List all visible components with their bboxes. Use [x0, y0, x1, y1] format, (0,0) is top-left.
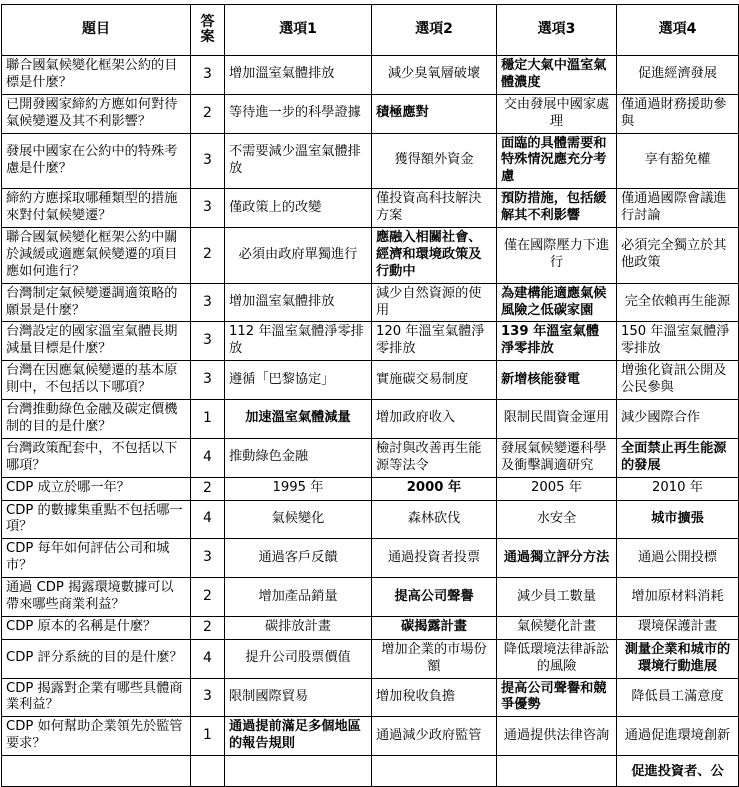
option-1-cell: 提升公司股票價值 [225, 639, 372, 678]
question-cell: 台灣政策配套中，不包括以下哪項？ [2, 438, 191, 477]
question-cell: 台灣推動綠色金融及碳定價機制的目的是什麼？ [2, 400, 191, 439]
option-2-cell: 減少自然資源的使用 [372, 283, 497, 322]
option-3-cell: 139 年溫室氣體淨零排放 [497, 322, 617, 361]
option-3-cell: 水安全 [497, 500, 617, 539]
question-cell: 已開發國家締約方應如何對待氣候變遷及其不利影響？ [2, 94, 191, 133]
option-2-cell: 減少臭氧層破壞 [372, 56, 497, 95]
option-3-cell: 減少員工數量 [497, 578, 617, 617]
option-1-cell: 1995 年 [225, 477, 372, 500]
option-4-cell: 完全依賴再生能源 [617, 283, 739, 322]
answer-cell: 3 [191, 678, 225, 717]
table-row [2, 678, 739, 717]
answer-cell: 2 [191, 94, 225, 133]
quiz-table-container [0, 4, 739, 787]
question-cell: CDP 的數據集重點不包括哪一項？ [2, 500, 191, 539]
option-2-cell: 僅投資高科技解決方案 [372, 189, 497, 228]
truncated-text: 促進投資者、公 [631, 764, 724, 779]
option-2-cell: 增加稅收負擔 [372, 678, 497, 717]
table-row [2, 189, 739, 228]
option-4-cell: 城市擴張 [617, 500, 739, 539]
option-3-cell: 面臨的具體需要和特殊情況應充分考慮 [497, 133, 617, 189]
table-row [2, 56, 739, 95]
option-1-cell: 氣候變化 [225, 500, 372, 539]
question-cell: CDP 評分系統的目的是什麼？ [2, 639, 191, 678]
option-4-cell: 促進經濟發展 [617, 56, 739, 95]
option-3-cell: 預防措施，包括緩解其不利影響 [497, 189, 617, 228]
table-row [2, 477, 739, 500]
option-4-cell: 環境保護計畫 [617, 616, 739, 639]
table-row [2, 133, 739, 189]
option-2-cell [372, 756, 497, 787]
question-cell [2, 756, 191, 787]
option-1-cell: 推動綠色金融 [225, 438, 372, 477]
option-2-cell: 增加政府收入 [372, 400, 497, 439]
table-row [2, 400, 739, 439]
option-1-cell: 通過客戶反饋 [225, 539, 372, 578]
answer-cell: 4 [191, 438, 225, 477]
question-cell: 發展中國家在公約中的特殊考慮是什麼？ [2, 133, 191, 189]
option-4-cell: 通過促進環境創新 [617, 717, 739, 756]
option-2-cell: 應融入相關社會、經濟和環境政策及行動中 [372, 228, 497, 284]
option-4-cell: 測量企業和城市的環境行動進展 [617, 639, 739, 678]
option-4-cell: 僅通過國際會議進行討論 [617, 189, 739, 228]
question-cell: 通過 CDP 揭露環境數據可以帶來哪些商業利益？ [2, 578, 191, 617]
option-4-cell: 享有豁免權 [617, 133, 739, 189]
option-3-cell: 發展氣候變遷科學及衝擊調適研究 [497, 438, 617, 477]
table-row [2, 756, 739, 787]
option-3-cell: 交由發展中國家處理 [497, 94, 617, 133]
option-3-cell: 2005 年 [497, 477, 617, 500]
table-row [2, 228, 739, 284]
table-row [2, 322, 739, 361]
table-row [2, 717, 739, 756]
option-3-cell: 通過提供法律咨詢 [497, 717, 617, 756]
table-row [2, 361, 739, 400]
option-2-cell: 碳揭露計畫 [372, 616, 497, 639]
option-2-cell: 積極應對 [372, 94, 497, 133]
answer-cell: 3 [191, 322, 225, 361]
question-cell: 聯合國氣候變化框架公約的目標是什麼？ [2, 56, 191, 95]
answer-cell: 4 [191, 500, 225, 539]
option-1-cell: 限制國際貿易 [225, 678, 372, 717]
option-2-cell: 實施碳交易制度 [372, 361, 497, 400]
question-cell: CDP 成立於哪一年？ [2, 477, 191, 500]
table-header [2, 5, 739, 56]
table-row [2, 616, 739, 639]
answer-cell: 3 [191, 189, 225, 228]
option-4-cell: 150 年溫室氣體淨零排放 [617, 322, 739, 361]
option-1-cell: 通過提前滿足多個地區的報告規則 [225, 717, 372, 756]
column-header-question: 題目 [2, 5, 191, 56]
option-2-cell: 增加企業的市場份額 [372, 639, 497, 678]
option-1-cell: 增加溫室氣體排放 [225, 283, 372, 322]
question-cell: 台灣設定的國家溫室氣體長期減量目標是什麼？ [2, 322, 191, 361]
quiz-table [1, 4, 739, 787]
table-row [2, 578, 739, 617]
table-body [2, 56, 739, 787]
option-2-cell: 2000 年 [372, 477, 497, 500]
option-1-cell: 等待進一步的科學證據 [225, 94, 372, 133]
answer-cell: 2 [191, 477, 225, 500]
option-4-cell: 僅通過財務援助參與 [617, 94, 739, 133]
option-3-cell: 降低環境法律訴訟的風險 [497, 639, 617, 678]
question-cell: CDP 原本的名稱是什麼？ [2, 616, 191, 639]
option-1-cell: 必須由政府單獨進行 [225, 228, 372, 284]
option-3-cell: 為建構能適應氣候風險之低碳家園 [497, 283, 617, 322]
question-cell: CDP 揭露對企業有哪些具體商業利益？ [2, 678, 191, 717]
option-2-cell: 通過減少政府監管 [372, 717, 497, 756]
question-cell: CDP 如何幫助企業領先於監管要求？ [2, 717, 191, 756]
column-header-option-1: 選項1 [225, 5, 372, 56]
option-1-cell: 112 年溫室氣體淨零排放 [225, 322, 372, 361]
answer-cell: 3 [191, 283, 225, 322]
option-1-cell: 碳排放計畫 [225, 616, 372, 639]
option-4-cell: 減少國際合作 [617, 400, 739, 439]
option-1-cell: 遵循「巴黎協定」 [225, 361, 372, 400]
option-4-cell: 通過公開投標 [617, 539, 739, 578]
option-3-cell: 通過獨立評分方法 [497, 539, 617, 578]
table-row [2, 438, 739, 477]
column-header-answer: 答案 [191, 5, 225, 56]
option-4-cell [617, 756, 739, 787]
question-cell: CDP 每年如何評估公司和城市？ [2, 539, 191, 578]
table-row [2, 94, 739, 133]
table-row [2, 539, 739, 578]
answer-cell: 1 [191, 400, 225, 439]
column-header-option-2: 選項2 [372, 5, 497, 56]
option-2-cell: 通過投資者投票 [372, 539, 497, 578]
question-cell: 台灣在因應氣候變遷的基本原則中，不包括以下哪項？ [2, 361, 191, 400]
option-1-cell: 增加產品銷量 [225, 578, 372, 617]
option-1-cell: 不需要減少溫室氣體排放 [225, 133, 372, 189]
table-row [2, 283, 739, 322]
option-3-cell: 穩定大氣中溫室氣體濃度 [497, 56, 617, 95]
answer-cell: 1 [191, 717, 225, 756]
option-1-cell [225, 756, 372, 787]
answer-cell: 3 [191, 56, 225, 95]
answer-cell: 2 [191, 578, 225, 617]
column-header-option-3: 選項3 [497, 5, 617, 56]
answer-cell: 3 [191, 361, 225, 400]
answer-cell [191, 756, 225, 787]
option-1-cell: 增加溫室氣體排放 [225, 56, 372, 95]
question-cell: 聯合國氣候變化框架公約中關於減緩或適應氣候變遷的項目應如何進行？ [2, 228, 191, 284]
option-3-cell: 僅在國際壓力下進行 [497, 228, 617, 284]
option-4-cell: 增加原材料消耗 [617, 578, 739, 617]
answer-cell: 2 [191, 228, 225, 284]
question-cell: 締約方應採取哪種類型的措施來對付氣候變遷？ [2, 189, 191, 228]
option-2-cell: 提高公司聲譽 [372, 578, 497, 617]
option-3-cell: 新增核能發電 [497, 361, 617, 400]
option-2-cell: 獲得額外資金 [372, 133, 497, 189]
option-4-cell: 降低員工滿意度 [617, 678, 739, 717]
option-2-cell: 120 年溫室氣體淨零排放 [372, 322, 497, 361]
option-2-cell: 森林砍伐 [372, 500, 497, 539]
option-4-cell: 全面禁止再生能源的發展 [617, 438, 739, 477]
option-3-cell: 氣候變化計畫 [497, 616, 617, 639]
option-3-cell [497, 756, 617, 787]
option-2-cell: 檢討與改善再生能源等法令 [372, 438, 497, 477]
column-header-option-4: 選項4 [617, 5, 739, 56]
answer-cell: 4 [191, 639, 225, 678]
option-3-cell: 限制民間資金運用 [497, 400, 617, 439]
option-1-cell: 加速溫室氣體減量 [225, 400, 372, 439]
option-4-cell: 2010 年 [617, 477, 739, 500]
header-row [2, 5, 739, 56]
answer-cell: 2 [191, 616, 225, 639]
question-cell: 台灣制定氣候變遷調適策略的願景是什麼？ [2, 283, 191, 322]
option-1-cell: 僅政策上的改變 [225, 189, 372, 228]
answer-cell: 3 [191, 539, 225, 578]
table-row [2, 639, 739, 678]
table-row [2, 500, 739, 539]
option-4-cell: 必須完全獨立於其他政策 [617, 228, 739, 284]
option-3-cell: 提高公司聲譽和競爭優勢 [497, 678, 617, 717]
answer-cell: 3 [191, 133, 225, 189]
option-4-cell: 增強化資訊公開及公民參與 [617, 361, 739, 400]
